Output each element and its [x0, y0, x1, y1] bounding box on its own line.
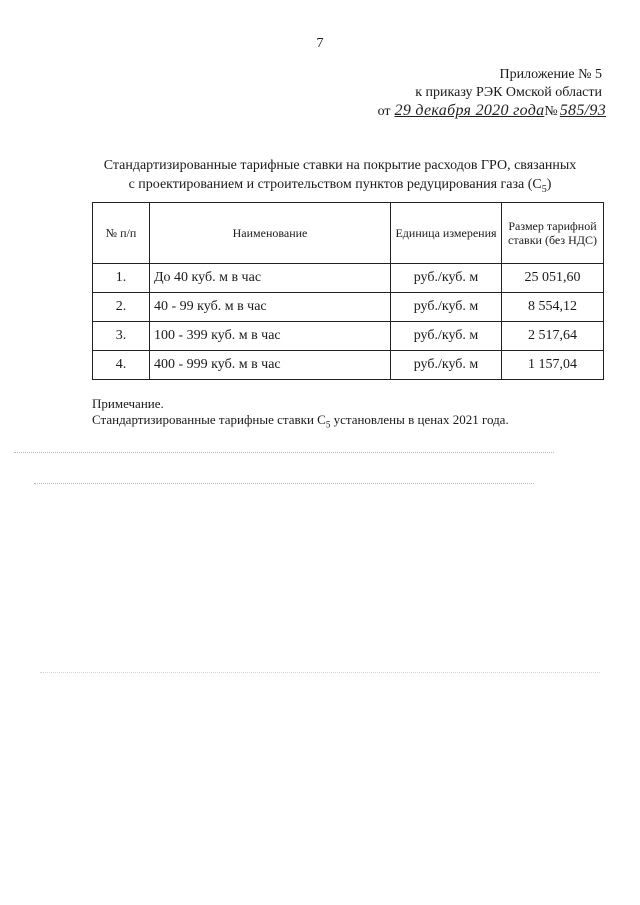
header-value: Размер тарифной ставки (без НДС) — [502, 203, 604, 264]
note-subscript: 5 — [325, 419, 331, 430]
header-num: № п/п — [93, 203, 150, 264]
row-name: 400 - 999 куб. м в час — [150, 351, 391, 380]
title-close-paren: ) — [546, 177, 552, 192]
document-title — [60, 156, 620, 199]
order-date-line — [378, 102, 606, 120]
table-header-row — [93, 203, 604, 264]
row-name: 40 - 99 куб. м в час — [150, 293, 391, 322]
row-unit: руб./куб. м — [391, 293, 502, 322]
table-row — [93, 293, 604, 322]
row-unit: руб./куб. м — [391, 264, 502, 293]
row-unit: руб./куб. м — [391, 322, 502, 351]
note-text-before: Стандартизированные тарифные ставки C — [92, 412, 326, 427]
header-name: Наименование — [150, 203, 391, 264]
title-subscript: 5 — [541, 183, 547, 195]
row-value: 8 554,12 — [502, 293, 604, 322]
header-unit: Единица измерения — [391, 203, 502, 264]
handwritten-order-number: 585/93 — [559, 102, 606, 119]
row-num: 1. — [93, 264, 150, 293]
table-row — [93, 351, 604, 380]
scan-noise-line-2 — [34, 483, 534, 485]
note-block — [92, 396, 509, 433]
note-text-after: установлены в ценах 2021 года. — [330, 412, 509, 427]
scan-noise-line-3 — [40, 672, 600, 674]
appendix-title: Приложение № 5 — [499, 67, 602, 82]
table-row — [93, 322, 604, 351]
scan-noise-line-1 — [14, 452, 554, 454]
title-line-2-text: с проектированием и строительством пунктов редуцирования газа (C — [128, 177, 542, 192]
title-line-1: Стандартизированные тарифные ставки на покрытие расходов ГРО, связанных — [103, 158, 577, 173]
date-prefix: от — [377, 104, 391, 119]
handwritten-date: 29 декабря 2020 года — [394, 102, 545, 119]
appendix-order-ref: к приказу РЭК Омской области — [415, 85, 602, 100]
row-name: До 40 куб. м в час — [150, 264, 391, 293]
appendix-block — [415, 66, 602, 102]
row-num: 4. — [93, 351, 150, 380]
row-value: 1 157,04 — [502, 351, 604, 380]
table-row — [93, 264, 604, 293]
title-line-2 — [60, 175, 620, 199]
row-unit: руб./куб. м — [391, 351, 502, 380]
row-num: 3. — [93, 322, 150, 351]
row-value: 2 517,64 — [502, 322, 604, 351]
row-name: 100 - 399 куб. м в час — [150, 322, 391, 351]
row-value: 25 051,60 — [502, 264, 604, 293]
row-num: 2. — [93, 293, 150, 322]
page-number: 7 — [316, 36, 324, 51]
note-text — [92, 412, 509, 433]
note-heading: Примечание. — [92, 396, 164, 411]
tariff-table — [92, 202, 604, 380]
number-prefix: № — [544, 104, 558, 119]
